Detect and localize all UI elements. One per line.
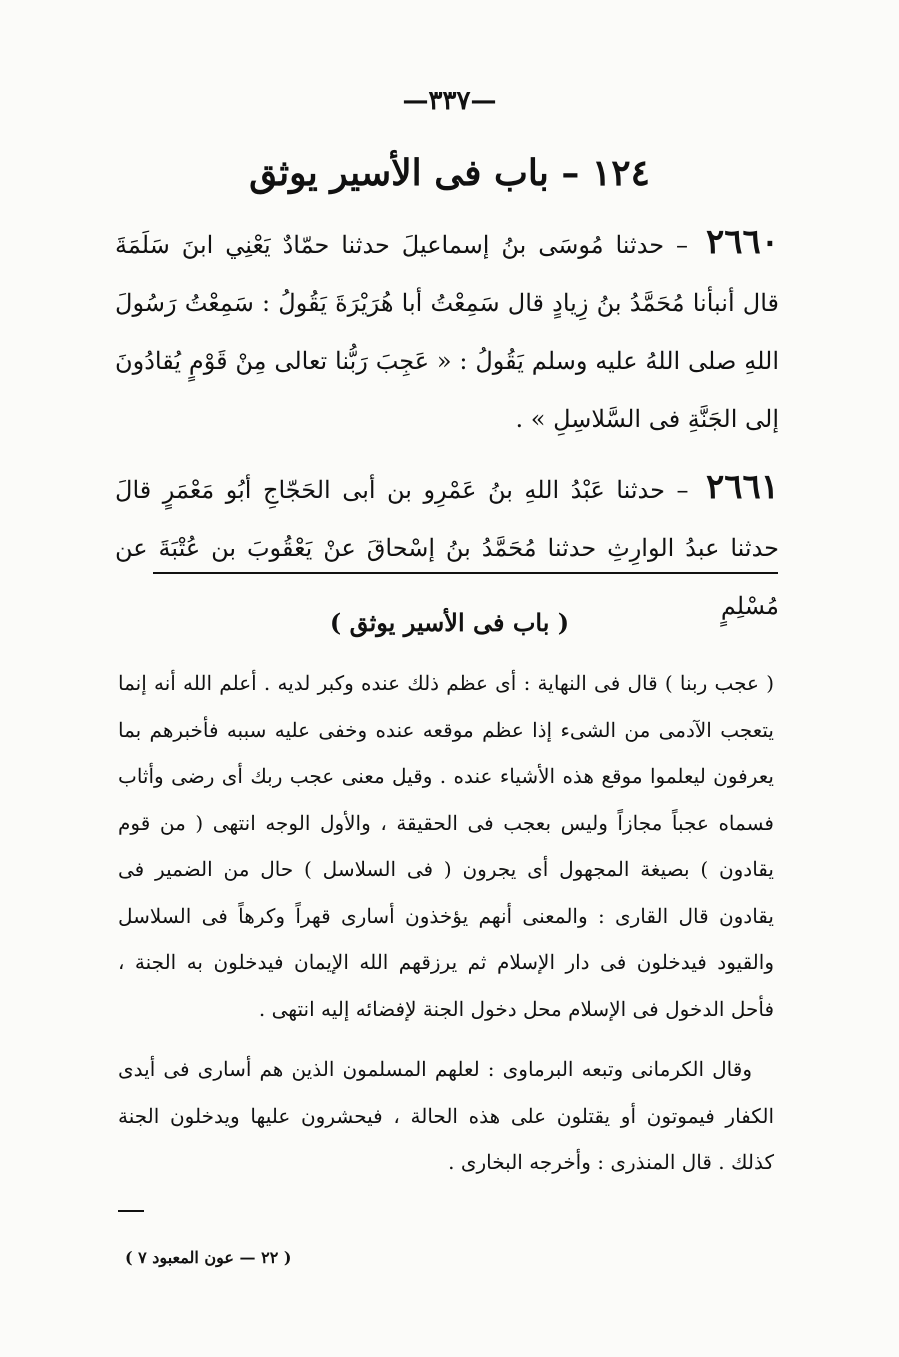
commentary-paragraph: وقال الكرمانى وتبعه البرماوى : لعلهم المسلمون الذين هم أسارى فى أيدى الكفار فيموتون أو يقتلون على هذه الحالة ، فيحشرون عليها ويدخلون الجنة كذلك . قال المنذرى : وأخرجه البخارى . — [118, 1057, 774, 1174]
hadith-text: – حدثنا مُوسَى بنُ إسماعيلَ حدثنا حمّادٌ يَعْنِي ابنَ سَلَمَةَ قال أنبأنا مُحَمَّدُ بنُ زِيادٍ قال سَمِعْتُ أبا هُرَيْرَةَ يَقُولُ : سَمِعْتُ رَسُولَ اللهِ صلى اللهُ عليه وسلم يَقُولُ : « عَجِبَ رَبُّنا تعالى مِنْ قَوْمٍ يُقادُونَ إلى الجَنَّةِ فى السَّلاسِلِ » . — [115, 231, 779, 433]
hadith-number: ٢٦٦١ — [705, 467, 779, 507]
commentary-heading: ( باب فى الأسير يوثق ) — [329, 608, 570, 637]
commentary-block — [118, 660, 774, 1186]
hadith-number: ٢٦٦٠ — [705, 222, 779, 262]
page-number: —٣٣٧— — [402, 86, 497, 116]
hadith-text: – حدثنا عَبْدُ اللهِ بنُ عَمْرِو بن أبى الحَجّاجِ أبُو مَعْمَرٍ قالَ حدثنا عبدُ الوارِثِ حدثنا مُحَمَّدُ بنُ إسْحاقَ عنْ يَعْقُوبَ بن عُتْبَةَ عن مُسْلِمٍ — [115, 476, 779, 620]
footer-dash — [118, 1210, 144, 1212]
footnote-separator — [118, 572, 778, 574]
printer-signature: ( ٢٢ — عون المعبود ٧ ) — [125, 1248, 292, 1267]
hadith-paragraph — [115, 213, 779, 448]
chapter-heading: ١٢٤ – باب فى الأسير يوثق — [249, 152, 650, 194]
separator-gap — [118, 572, 153, 576]
commentary-paragraph: ( عجب ربنا ) قال فى النهاية : أى عظم ذلك عنده وكبر لديه . أعلم الله أنه إنما يتعجب الآدمى من الشىء إذا عظم موقعه عنده وخفى عليه سببه فأخبرهم بما يعرفون ليعلموا موقع هذه الأشياء عنده . وقيل معنى عجب ربك أى رضى وأثاب فسماه عجباً مجازاً وليس بعجب فى الحقيقة ، والأول الوجه انتهى ( من قوم يقادون ) بصيغة المجهول أى يجرون ( فى السلاسل ) حال من الضمير فى يقادون قال القارى : والمعنى أنهم يؤخذون أسارى قهراً وكرهاً فى السلاسل والقيود فيدخلون فى دار الإسلام ثم يرزقهم الله الإيمان فيدخلون به الجنة ، فأحل الدخول فى الإسلام محل دخول الجنة لإفضائه إليه انتهى . — [118, 671, 774, 1021]
